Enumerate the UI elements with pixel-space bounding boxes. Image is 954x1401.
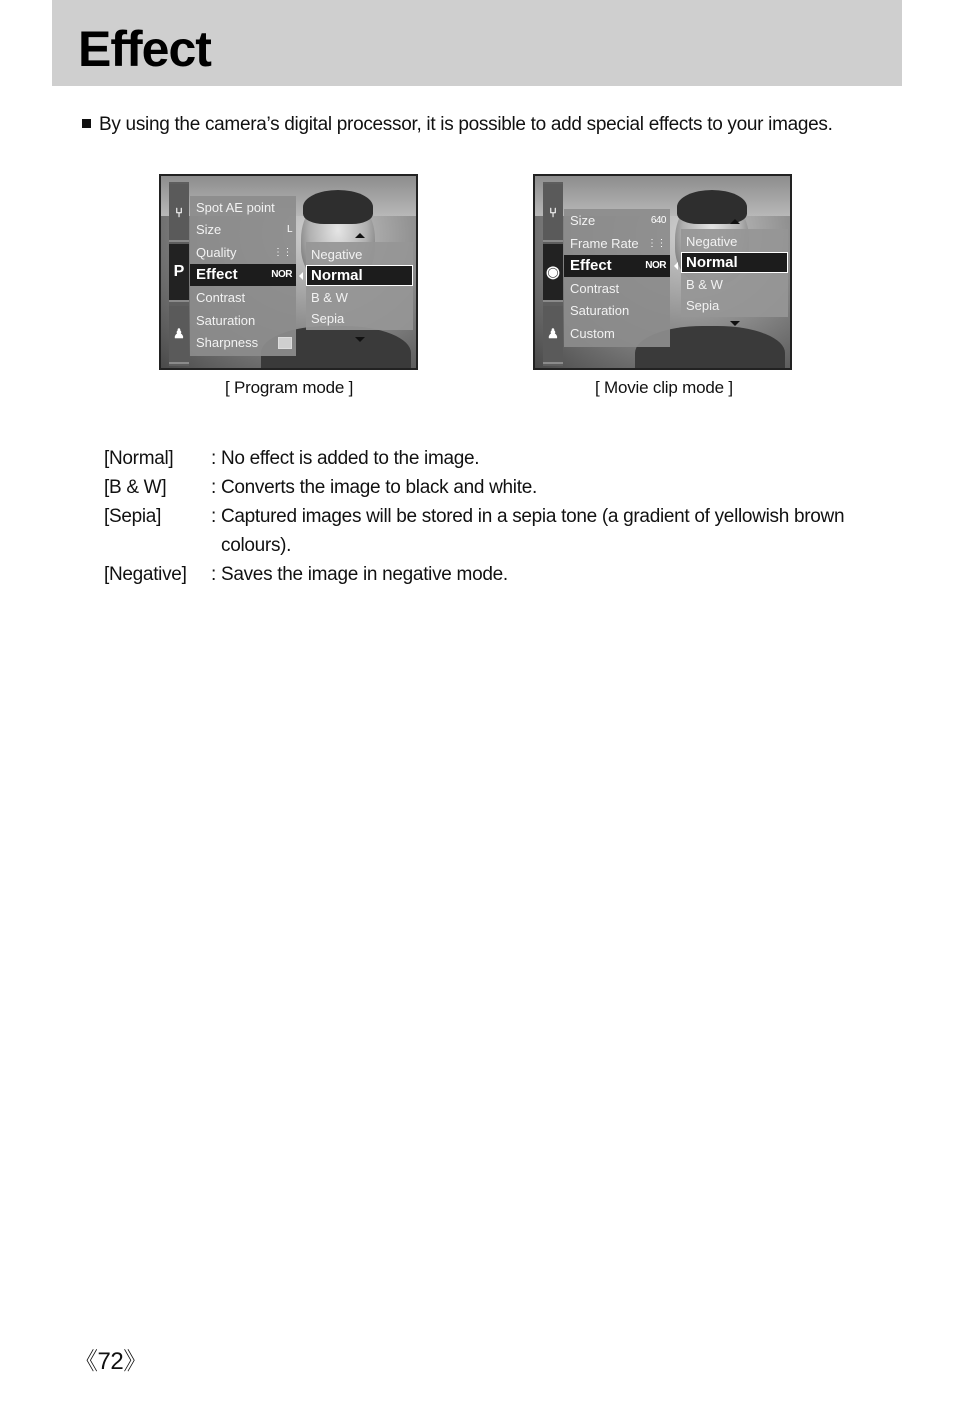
submenu-negative[interactable]: Negative (311, 247, 363, 262)
chevron-left-icon (299, 272, 303, 280)
scroll-up-icon (355, 233, 365, 238)
definition-description: : No effect is added to the image. (211, 448, 480, 469)
menu-item-frame-rate[interactable]: Frame Rate ⋮⋮ (564, 233, 670, 255)
size-value: L (286, 224, 292, 235)
definition-term: [Sepia] (104, 506, 162, 527)
title-bar (52, 0, 902, 86)
menu-item-effect[interactable]: Effect NOR (564, 255, 670, 277)
scroll-down-icon (730, 321, 740, 326)
definition-line-1: : Captured images will be stored in a sepia tone (a gradient of yellowish brown (211, 506, 845, 527)
menu-item-saturation[interactable]: Saturation (570, 303, 630, 318)
program-mode-icon: P (169, 244, 189, 302)
effect-value: NOR (271, 269, 292, 280)
menu-item-sharpness[interactable]: Sharpness (190, 332, 296, 354)
effect-submenu (306, 242, 413, 330)
user-icon: ♟ (543, 306, 563, 364)
definition-bw (104, 476, 874, 505)
menu-item-quality[interactable]: Quality ⋮⋮ (190, 242, 296, 264)
definition-description (211, 505, 881, 558)
movie-icon: ◉ (543, 244, 563, 302)
menu-item-custom[interactable]: Custom (570, 326, 615, 341)
definition-line-2: colours). (221, 535, 292, 556)
submenu-bw[interactable]: B & W (686, 277, 723, 292)
definition-sepia (104, 505, 874, 563)
scene-icon: ⑂ (169, 184, 189, 242)
frame-rate-dots-icon: ⋮⋮ (647, 238, 666, 249)
intro-sentence: By using the camera’s digital processor, it is possible to add special effects to your images. (99, 114, 833, 135)
submenu-sepia[interactable]: Sepia (686, 298, 720, 313)
page-title: Effect (78, 21, 211, 77)
menu-item-saturation[interactable]: Saturation (196, 313, 256, 328)
scroll-up-icon (730, 219, 740, 224)
size-value: 640 (650, 215, 666, 226)
submenu-bw[interactable]: B & W (311, 290, 348, 305)
submenu-negative[interactable]: Negative (686, 234, 738, 249)
definition-negative (104, 563, 874, 592)
menu-item-size[interactable]: Size L (190, 219, 296, 241)
definition-normal (104, 447, 874, 476)
submenu-normal[interactable]: Normal (306, 265, 413, 286)
menu-item-spot-ae-point[interactable]: Spot AE point (196, 200, 275, 215)
chevron-left-icon (674, 262, 678, 270)
effect-value: NOR (645, 260, 666, 271)
definition-description: : Saves the image in negative mode. (211, 564, 508, 585)
sharpness-icon (278, 337, 292, 349)
scroll-down-icon (355, 337, 365, 342)
definition-term: [Negative] (104, 564, 187, 585)
definition-description: : Converts the image to black and white. (211, 477, 537, 498)
definition-term: [Normal] (104, 448, 174, 469)
definition-term: [B & W] (104, 477, 167, 498)
program-mode-screen (159, 174, 418, 370)
menu-item-contrast[interactable]: Contrast (570, 281, 620, 296)
menu-item-effect[interactable]: Effect NOR (190, 264, 296, 286)
photo-subject-hair (303, 190, 373, 224)
page-number: 《72》 (74, 1348, 147, 1375)
main-menu (190, 196, 296, 356)
user-icon: ♟ (169, 306, 189, 364)
menu-item-contrast[interactable]: Contrast (196, 290, 246, 305)
effect-submenu (681, 229, 788, 317)
quality-dots-icon: ⋮⋮ (273, 247, 292, 258)
scene-icon: ⑂ (543, 184, 563, 242)
submenu-normal[interactable]: Normal (681, 252, 788, 273)
submenu-sepia[interactable]: Sepia (311, 311, 345, 326)
bullet-square-icon (82, 119, 91, 128)
intro-text (82, 114, 833, 136)
effect-definitions (104, 447, 874, 592)
main-menu (564, 209, 670, 347)
movie-clip-mode-screen (533, 174, 792, 370)
menu-item-size[interactable]: Size 640 (564, 210, 670, 232)
movie-clip-mode-caption: [ Movie clip mode ] (595, 378, 733, 397)
program-mode-caption: [ Program mode ] (225, 378, 354, 397)
